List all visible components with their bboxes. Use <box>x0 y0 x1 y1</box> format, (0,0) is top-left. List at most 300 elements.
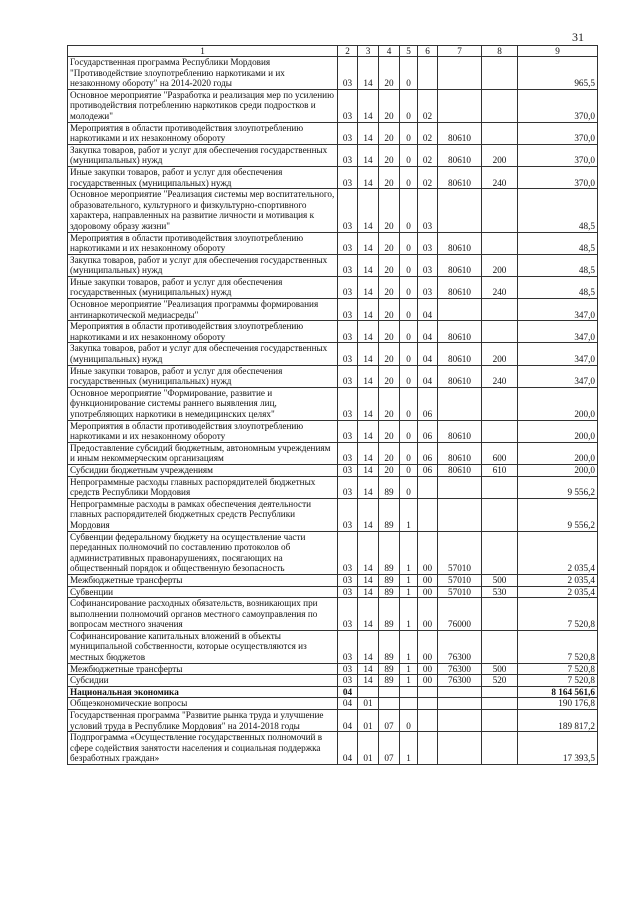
program-code-cell: 20 <box>379 299 400 321</box>
amount-cell: 2 035,4 <box>518 574 598 586</box>
activity-code-cell: 03 <box>418 254 438 276</box>
section-code-cell: 03 <box>338 299 358 321</box>
subprogram-code-cell: 1 <box>400 531 418 574</box>
expense-type-cell: 200 <box>482 343 518 365</box>
expense-type-cell <box>482 732 518 765</box>
header-cell: 4 <box>379 46 400 57</box>
table-row <box>68 675 598 687</box>
direction-code-cell: 57010 <box>438 531 482 574</box>
header-cell: 6 <box>418 46 438 57</box>
amount-cell: 347,0 <box>518 343 598 365</box>
table-row <box>68 630 598 663</box>
direction-code-cell: 80610 <box>438 420 482 442</box>
subprogram-code-cell: 0 <box>400 276 418 298</box>
direction-code-cell <box>438 387 482 420</box>
row-name-cell: Субсидии <box>68 675 338 687</box>
program-code-cell: 89 <box>379 663 400 675</box>
section-code-cell: 03 <box>338 675 358 687</box>
subsection-code-cell: 14 <box>358 276 379 298</box>
expense-type-cell: 520 <box>482 675 518 687</box>
header-cell: 9 <box>518 46 598 57</box>
row-name-cell: Предоставление субсидий бюджетным, автономным учреждениям и иным некоммерческим организациям <box>68 442 338 464</box>
direction-code-cell <box>438 686 482 698</box>
row-name-cell: Подпрограмма «Осуществление государственных полномочий в сфере содействия занятости населения и социальная поддержка безработных граждан» <box>68 732 338 765</box>
expense-type-cell <box>482 299 518 321</box>
expense-type-cell: 240 <box>482 166 518 188</box>
subsection-code-cell: 14 <box>358 122 379 144</box>
amount-cell: 7 520,8 <box>518 663 598 675</box>
program-code-cell: 20 <box>379 89 400 122</box>
subprogram-code-cell: 1 <box>400 598 418 631</box>
subprogram-code-cell: 0 <box>400 710 418 732</box>
direction-code-cell: 80610 <box>438 254 482 276</box>
row-name-cell: Закупка товаров, работ и услуг для обеспечения государственных (муниципальных) нужд <box>68 144 338 166</box>
section-code-cell: 03 <box>338 442 358 464</box>
amount-cell: 48,5 <box>518 232 598 254</box>
subprogram-code-cell: 1 <box>400 663 418 675</box>
budget-table <box>67 45 598 765</box>
row-name-cell: Непрограммные расходы главных распорядителей бюджетных средств Республики Мордовия <box>68 476 338 498</box>
subsection-code-cell: 14 <box>358 166 379 188</box>
table-row <box>68 420 598 442</box>
direction-code-cell: 76000 <box>438 598 482 631</box>
table-row <box>68 299 598 321</box>
table-row <box>68 531 598 574</box>
amount-cell: 370,0 <box>518 89 598 122</box>
program-code-cell: 20 <box>379 442 400 464</box>
program-code-cell: 20 <box>379 189 400 232</box>
section-code-cell: 03 <box>338 663 358 675</box>
program-code-cell <box>379 686 400 698</box>
activity-code-cell: 03 <box>418 276 438 298</box>
row-name-cell: Софинансирование расходных обязательств, возникающих при выполнении полномочий органов местного самоуправления по вопросам местного значения <box>68 598 338 631</box>
program-code-cell: 20 <box>379 254 400 276</box>
program-code-cell: 89 <box>379 498 400 531</box>
expense-type-cell: 200 <box>482 144 518 166</box>
table-row <box>68 122 598 144</box>
row-name-cell: Мероприятия в области противодействия злоупотреблению наркотиками и их незаконному обороту <box>68 321 338 343</box>
subsection-code-cell: 14 <box>358 387 379 420</box>
program-code-cell: 20 <box>379 464 400 476</box>
subprogram-code-cell: 0 <box>400 464 418 476</box>
program-code-cell <box>379 698 400 710</box>
activity-code-cell: 00 <box>418 531 438 574</box>
table-row <box>68 321 598 343</box>
table-row <box>68 686 598 698</box>
direction-code-cell <box>438 57 482 90</box>
subsection-code-cell: 14 <box>358 476 379 498</box>
row-name-cell: Субвенции <box>68 586 338 598</box>
row-name-cell: Государственная программа Республики Мордовия "Противодействие злоупотреблению наркотиками и их незаконному обороту" на 2014-2020 годы <box>68 57 338 90</box>
section-code-cell: 03 <box>338 57 358 90</box>
section-code-cell: 03 <box>338 630 358 663</box>
subprogram-code-cell: 0 <box>400 189 418 232</box>
row-name-cell: Закупка товаров, работ и услуг для обеспечения государственных (муниципальных) нужд <box>68 343 338 365</box>
expense-type-cell <box>482 57 518 90</box>
subsection-code-cell: 14 <box>358 442 379 464</box>
activity-code-cell: 02 <box>418 122 438 144</box>
expense-type-cell <box>482 630 518 663</box>
table-row <box>68 57 598 90</box>
program-code-cell: 20 <box>379 321 400 343</box>
section-code-cell: 03 <box>338 232 358 254</box>
amount-cell: 2 035,4 <box>518 531 598 574</box>
expense-type-cell: 240 <box>482 276 518 298</box>
activity-code-cell: 03 <box>418 232 438 254</box>
row-name-cell: Субвенции федеральному бюджету на осуществление части переданных полномочий по составлению протоколов об административных правонарушениях, посягающих на общественный порядок и общественную безопасность <box>68 531 338 574</box>
row-name-cell: Иные закупки товаров, работ и услуг для обеспечения государственных (муниципальных) нужд <box>68 166 338 188</box>
section-code-cell: 04 <box>338 710 358 732</box>
expense-type-cell <box>482 321 518 343</box>
table-row <box>68 89 598 122</box>
subprogram-code-cell: 1 <box>400 498 418 531</box>
activity-code-cell: 06 <box>418 464 438 476</box>
subsection-code-cell <box>358 686 379 698</box>
section-code-cell: 03 <box>338 476 358 498</box>
amount-cell: 189 817,2 <box>518 710 598 732</box>
activity-code-cell: 04 <box>418 321 438 343</box>
subsection-code-cell: 14 <box>358 464 379 476</box>
subprogram-code-cell: 1 <box>400 574 418 586</box>
row-name-cell: Закупка товаров, работ и услуг для обеспечения государственных (муниципальных) нужд <box>68 254 338 276</box>
activity-code-cell: 00 <box>418 586 438 598</box>
row-name-cell: Общеэкономические вопросы <box>68 698 338 710</box>
row-name-cell: Основное мероприятие "Разработка и реализация мер по усилению противодействия потреблению наркотиков среди подростков и молодежи" <box>68 89 338 122</box>
table-row <box>68 498 598 531</box>
subprogram-code-cell: 0 <box>400 420 418 442</box>
header-cell: 2 <box>338 46 358 57</box>
subprogram-code-cell: 1 <box>400 586 418 598</box>
direction-code-cell: 80610 <box>438 365 482 387</box>
table-row <box>68 586 598 598</box>
subprogram-code-cell: 0 <box>400 365 418 387</box>
table-row <box>68 276 598 298</box>
subprogram-code-cell <box>400 698 418 710</box>
expense-type-cell: 610 <box>482 464 518 476</box>
section-code-cell: 03 <box>338 343 358 365</box>
amount-cell: 347,0 <box>518 365 598 387</box>
subsection-code-cell: 14 <box>358 144 379 166</box>
subsection-code-cell: 14 <box>358 586 379 598</box>
program-code-cell: 20 <box>379 57 400 90</box>
amount-cell: 7 520,8 <box>518 675 598 687</box>
section-code-cell: 04 <box>338 732 358 765</box>
program-code-cell: 89 <box>379 630 400 663</box>
table-row <box>68 442 598 464</box>
activity-code-cell: 00 <box>418 574 438 586</box>
row-name-cell: Субсидии бюджетным учреждениям <box>68 464 338 476</box>
expense-type-cell <box>482 531 518 574</box>
section-code-cell: 03 <box>338 276 358 298</box>
program-code-cell: 20 <box>379 343 400 365</box>
expense-type-cell: 240 <box>482 365 518 387</box>
table-row <box>68 598 598 631</box>
row-name-cell: Софинансирование капитальных вложений в объекты муниципальной собственности, которые осуществляются из местных бюджетов <box>68 630 338 663</box>
subsection-code-cell: 01 <box>358 732 379 765</box>
program-code-cell: 89 <box>379 476 400 498</box>
program-code-cell: 89 <box>379 531 400 574</box>
amount-cell: 7 520,8 <box>518 598 598 631</box>
expense-type-cell <box>482 710 518 732</box>
section-code-cell: 03 <box>338 122 358 144</box>
expense-type-cell <box>482 122 518 144</box>
header-cell: 5 <box>400 46 418 57</box>
activity-code-cell <box>418 476 438 498</box>
section-code-cell: 03 <box>338 254 358 276</box>
direction-code-cell: 80610 <box>438 343 482 365</box>
amount-cell: 8 164 561,6 <box>518 686 598 698</box>
direction-code-cell <box>438 189 482 232</box>
program-code-cell: 07 <box>379 710 400 732</box>
section-code-cell: 04 <box>338 686 358 698</box>
table-row <box>68 144 598 166</box>
amount-cell: 370,0 <box>518 144 598 166</box>
subsection-code-cell: 01 <box>358 710 379 732</box>
section-code-cell: 03 <box>338 321 358 343</box>
direction-code-cell <box>438 710 482 732</box>
section-code-cell: 03 <box>338 144 358 166</box>
expense-type-cell <box>482 698 518 710</box>
row-name-cell: Мероприятия в области противодействия злоупотреблению наркотиками и их незаконному обороту <box>68 420 338 442</box>
subsection-code-cell: 14 <box>358 598 379 631</box>
expense-type-cell <box>482 387 518 420</box>
activity-code-cell: 04 <box>418 343 438 365</box>
subprogram-code-cell: 0 <box>400 144 418 166</box>
section-code-cell: 04 <box>338 698 358 710</box>
table-row <box>68 574 598 586</box>
activity-code-cell <box>418 732 438 765</box>
expense-type-cell <box>482 598 518 631</box>
subsection-code-cell: 14 <box>358 254 379 276</box>
activity-code-cell: 00 <box>418 630 438 663</box>
direction-code-cell: 80610 <box>438 122 482 144</box>
expense-type-cell <box>482 420 518 442</box>
subprogram-code-cell: 0 <box>400 476 418 498</box>
row-name-cell: Межбюджетные трансферты <box>68 574 338 586</box>
program-code-cell: 20 <box>379 365 400 387</box>
program-code-cell: 89 <box>379 574 400 586</box>
direction-code-cell: 80610 <box>438 232 482 254</box>
expense-type-cell: 600 <box>482 442 518 464</box>
direction-code-cell: 76300 <box>438 675 482 687</box>
subprogram-code-cell: 0 <box>400 122 418 144</box>
section-code-cell: 03 <box>338 574 358 586</box>
table-row <box>68 464 598 476</box>
row-name-cell: Основное мероприятие "Реализация системы мер воспитательного, образовательного, культурного и физкультурно-спортивного характера, направленных на развитие личности и мотивация к здоровому образу жизни" <box>68 189 338 232</box>
amount-cell: 370,0 <box>518 122 598 144</box>
amount-cell: 2 035,4 <box>518 586 598 598</box>
subsection-code-cell: 14 <box>358 420 379 442</box>
activity-code-cell: 06 <box>418 387 438 420</box>
direction-code-cell: 76300 <box>438 663 482 675</box>
direction-code-cell: 80610 <box>438 166 482 188</box>
subsection-code-cell: 14 <box>358 630 379 663</box>
header-cell: 7 <box>438 46 482 57</box>
activity-code-cell <box>418 686 438 698</box>
amount-cell: 347,0 <box>518 321 598 343</box>
table-row <box>68 698 598 710</box>
table-row <box>68 476 598 498</box>
expense-type-cell: 200 <box>482 254 518 276</box>
amount-cell: 200,0 <box>518 464 598 476</box>
direction-code-cell: 80610 <box>438 276 482 298</box>
page-number: 31 <box>572 30 584 44</box>
table-row <box>68 254 598 276</box>
subprogram-code-cell: 0 <box>400 57 418 90</box>
activity-code-cell: 00 <box>418 663 438 675</box>
program-code-cell: 89 <box>379 675 400 687</box>
amount-cell: 190 176,8 <box>518 698 598 710</box>
subsection-code-cell: 14 <box>358 498 379 531</box>
row-name-cell: Межбюджетные трансферты <box>68 663 338 675</box>
activity-code-cell: 00 <box>418 598 438 631</box>
section-code-cell: 03 <box>338 464 358 476</box>
expense-type-cell <box>482 232 518 254</box>
header-cell: 8 <box>482 46 518 57</box>
expense-type-cell: 530 <box>482 586 518 598</box>
amount-cell: 9 556,2 <box>518 476 598 498</box>
expense-type-cell: 500 <box>482 574 518 586</box>
direction-code-cell: 57010 <box>438 574 482 586</box>
program-code-cell: 20 <box>379 144 400 166</box>
row-name-cell: Государственная программа "Развитие рынка труда и улучшение условий труда в Республике Мордовия" на 2014-2018 годы <box>68 710 338 732</box>
amount-cell: 200,0 <box>518 442 598 464</box>
program-code-cell: 07 <box>379 732 400 765</box>
program-code-cell: 20 <box>379 166 400 188</box>
activity-code-cell: 06 <box>418 442 438 464</box>
direction-code-cell <box>438 732 482 765</box>
program-code-cell: 20 <box>379 387 400 420</box>
direction-code-cell <box>438 89 482 122</box>
amount-cell: 48,5 <box>518 189 598 232</box>
subprogram-code-cell: 1 <box>400 630 418 663</box>
section-code-cell: 03 <box>338 166 358 188</box>
expense-type-cell: 500 <box>482 663 518 675</box>
subsection-code-cell: 14 <box>358 365 379 387</box>
subsection-code-cell: 14 <box>358 531 379 574</box>
header-cell: 1 <box>68 46 338 57</box>
table-row <box>68 343 598 365</box>
subprogram-code-cell: 0 <box>400 387 418 420</box>
activity-code-cell: 04 <box>418 365 438 387</box>
direction-code-cell <box>438 498 482 531</box>
activity-code-cell: 02 <box>418 166 438 188</box>
expense-type-cell <box>482 686 518 698</box>
row-name-cell: Мероприятия в области противодействия злоупотреблению наркотиками и их незаконному обороту <box>68 122 338 144</box>
table-row <box>68 189 598 232</box>
expense-type-cell <box>482 476 518 498</box>
subsection-code-cell: 14 <box>358 321 379 343</box>
activity-code-cell <box>418 57 438 90</box>
subsection-code-cell: 14 <box>358 89 379 122</box>
direction-code-cell: 76300 <box>438 630 482 663</box>
section-code-cell: 03 <box>338 189 358 232</box>
row-name-cell: Мероприятия в области противодействия злоупотреблению наркотиками и их незаконному обороту <box>68 232 338 254</box>
subsection-code-cell: 14 <box>358 574 379 586</box>
amount-cell: 200,0 <box>518 387 598 420</box>
activity-code-cell <box>418 698 438 710</box>
activity-code-cell: 02 <box>418 89 438 122</box>
activity-code-cell: 03 <box>418 189 438 232</box>
direction-code-cell <box>438 476 482 498</box>
amount-cell: 9 556,2 <box>518 498 598 531</box>
direction-code-cell <box>438 698 482 710</box>
table-row <box>68 232 598 254</box>
subsection-code-cell: 14 <box>358 232 379 254</box>
section-code-cell: 03 <box>338 498 358 531</box>
activity-code-cell: 02 <box>418 144 438 166</box>
section-code-cell: 03 <box>338 365 358 387</box>
section-code-cell: 03 <box>338 586 358 598</box>
direction-code-cell: 80610 <box>438 321 482 343</box>
amount-cell: 370,0 <box>518 166 598 188</box>
program-code-cell: 20 <box>379 276 400 298</box>
table-header-row <box>68 46 598 57</box>
expense-type-cell <box>482 498 518 531</box>
subprogram-code-cell: 1 <box>400 675 418 687</box>
expense-type-cell <box>482 89 518 122</box>
direction-code-cell: 80610 <box>438 144 482 166</box>
table-row <box>68 365 598 387</box>
subprogram-code-cell: 0 <box>400 254 418 276</box>
direction-code-cell <box>438 299 482 321</box>
subsection-code-cell: 14 <box>358 299 379 321</box>
subsection-code-cell: 14 <box>358 57 379 90</box>
row-name-cell: Иные закупки товаров, работ и услуг для обеспечения государственных (муниципальных) нужд <box>68 276 338 298</box>
amount-cell: 48,5 <box>518 276 598 298</box>
subsection-code-cell: 01 <box>358 698 379 710</box>
program-code-cell: 20 <box>379 420 400 442</box>
table-row <box>68 710 598 732</box>
activity-code-cell: 04 <box>418 299 438 321</box>
subprogram-code-cell: 1 <box>400 732 418 765</box>
subprogram-code-cell: 0 <box>400 343 418 365</box>
row-name-cell: Основное мероприятие "Реализация программы формирования антинаркотической медиасреды" <box>68 299 338 321</box>
row-name-cell: Непрограммные расходы в рамках обеспечения деятельности главных распорядителей бюджетных средств Республики Мордовия <box>68 498 338 531</box>
amount-cell: 347,0 <box>518 299 598 321</box>
section-code-cell: 03 <box>338 598 358 631</box>
amount-cell: 200,0 <box>518 420 598 442</box>
subprogram-code-cell: 0 <box>400 232 418 254</box>
subsection-code-cell: 14 <box>358 189 379 232</box>
table-row <box>68 166 598 188</box>
section-code-cell: 03 <box>338 420 358 442</box>
table-row <box>68 732 598 765</box>
row-name-cell: Национальная экономика <box>68 686 338 698</box>
activity-code-cell: 00 <box>418 675 438 687</box>
expense-type-cell <box>482 189 518 232</box>
program-code-cell: 89 <box>379 586 400 598</box>
row-name-cell: Основное мероприятие "Формирование, развитие и функционирование системы раннего выявления лиц, употребляющих наркотики в немедицинских целях" <box>68 387 338 420</box>
subsection-code-cell: 14 <box>358 675 379 687</box>
subprogram-code-cell: 0 <box>400 89 418 122</box>
program-code-cell: 20 <box>379 232 400 254</box>
subsection-code-cell: 14 <box>358 343 379 365</box>
program-code-cell: 20 <box>379 122 400 144</box>
program-code-cell: 89 <box>379 598 400 631</box>
section-code-cell: 03 <box>338 89 358 122</box>
subsection-code-cell: 14 <box>358 663 379 675</box>
header-cell: 3 <box>358 46 379 57</box>
direction-code-cell: 80610 <box>438 464 482 476</box>
section-code-cell: 03 <box>338 387 358 420</box>
direction-code-cell: 80610 <box>438 442 482 464</box>
direction-code-cell: 57010 <box>438 586 482 598</box>
activity-code-cell <box>418 498 438 531</box>
table-row <box>68 387 598 420</box>
amount-cell: 48,5 <box>518 254 598 276</box>
subprogram-code-cell: 0 <box>400 299 418 321</box>
